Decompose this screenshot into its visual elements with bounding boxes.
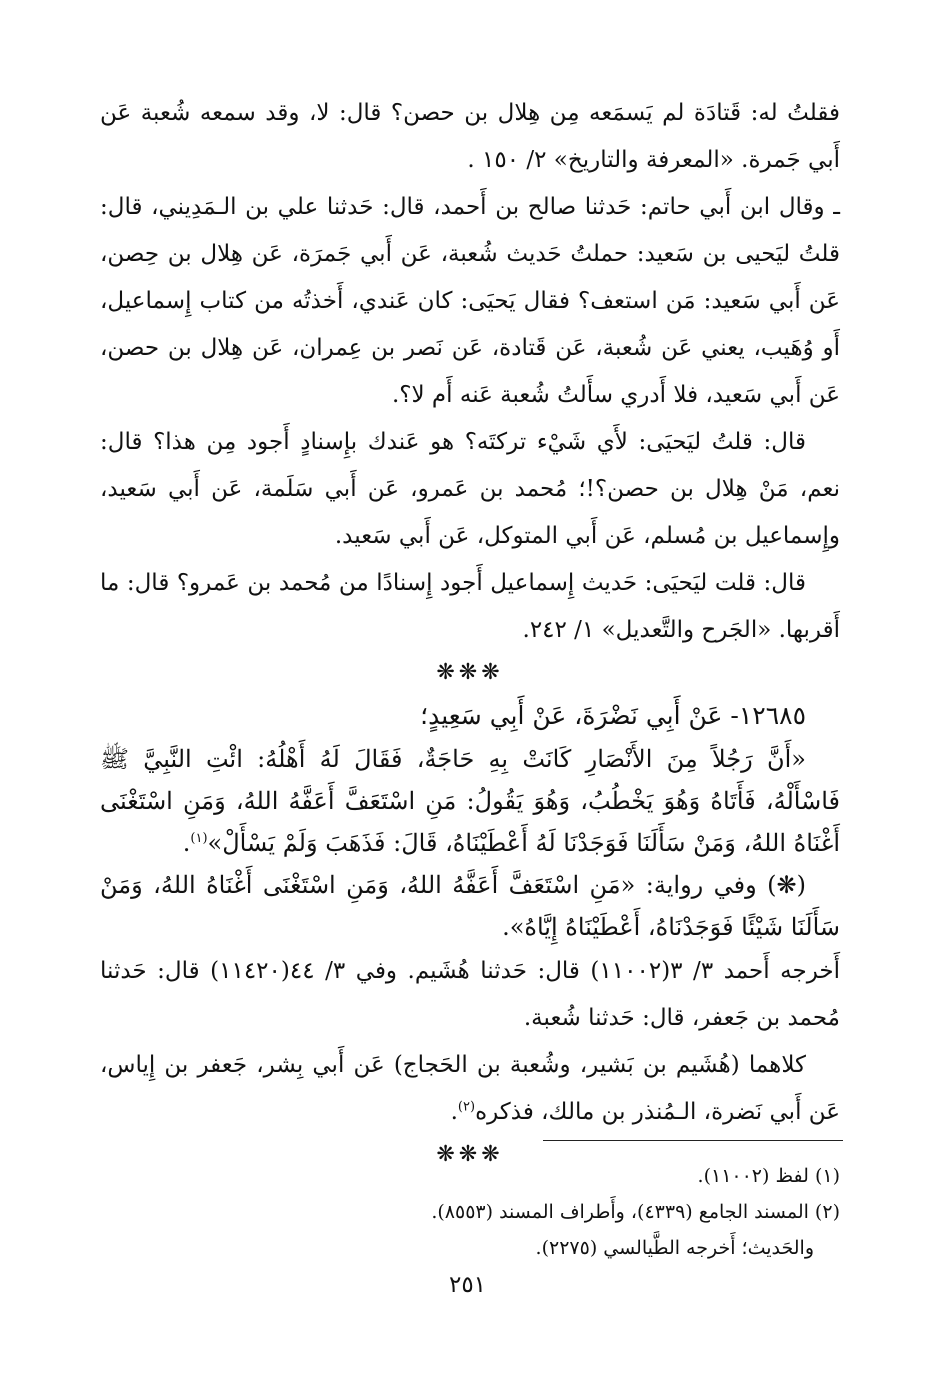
section-separator: ❋❋❋ [436, 660, 504, 685]
paragraph-4: قال: قلت ليَحيَى: حَديث إِسماعيل أَجود إِسنادًا من مُحمد بن عَمرو؟ قال: ما أَقربها. «الجَرح والتَّعديل» ١/ ٢٤٢. [100, 570, 840, 643]
footnote-ref-1: (١) [190, 831, 208, 846]
takhrij-2-text: كلاهما (هُشَيم بن بَشير، وشُعبة بن الحَجاج) عَن أَبي بِشر، جَعفر بن إِياس، عَن أَبي نَضرة، الـمُنذر بن مالك، فذكره [100, 1052, 840, 1125]
page-body [100, 90, 840, 1174]
paragraph-1: فقلتُ له: قَتادَة لم يَسمَعه مِن هِلال بن حصن؟ قال: لا، وقد سمعه شُعبة عَن أَبي جَمرة. «المعرفة والتاريخ» ٢/ ١٥٠ . [100, 100, 840, 173]
hadith-matn: «أَنَّ رَجُلاً مِنَ الأَنْصَارِ كَانَتْ بِهِ حَاجَةٌ، فَقَالَ لَهُ أَهْلُهُ: ائْتِ النَّبِيَّ ﷺ فَاسْأَلْهُ، فَأَتَاهُ وَهُوَ يَخْطُبُ، وَهُوَ يَقُولُ: مَنِ اسْتَعَفَّ أَعَفَّهُ اللهُ، وَمَنِ اسْتَغْنَى أَغْنَاهُ اللهُ، وَمَنْ سَأَلَنَا فَوَجَدْنَا لَهُ أَعْطَيْنَاهُ، قَالَ: فَذَهَبَ وَلَمْ يَسْأَلْ» [100, 745, 840, 857]
footnotes [100, 1158, 840, 1266]
paragraph-3: قال: قلتُ ليَحيَى: لأَي شَيْء تركتَه؟ هو عَندك بإِسنادٍ أَجود مِن هذا؟ قال: نعم، مَنْ هِلال بن حصن؟!؛ مُحمد بن عَمرو، عَن أَبي سَلَمة، عَن أَبي سَعيد، وإِسماعيل بن مُسلم، عَن أَبي المتوكل، عَن أَبي سَعيد. [100, 429, 840, 549]
footnote-ref-2: (٢) [457, 1099, 476, 1115]
paragraph-2: ـ وقال ابن أَبي حاتم: حَدثنا صالح بن أَحمد، قال: حَدثنا علي بن الـمَدِيني، قال: قلتُ ليَحيى بن سَعيد: حملتُ حَديث شُعبة، عَن أَبي جَمرَة، عَن هِلال بن حِصن، عَن أَبي سَعيد: مَن استعف؟ فقال يَحيَى: كان عَندي، أَخذتُه من كتاب إِسماعيل، أَو وُهَيب، يعني عَن شُعبة، عَن قَتادة، عَن نَصر بن عِمران، عَن هِلال بن حصن، عَن أَبي سَعيد، فلا أَدري سأَلتُ شُعبة عَنه أَم لا؟. [100, 194, 840, 408]
footnote-2-continuation: والحَديث؛ أَخرجه الطَّيالسي (٢٢٧٥). [535, 1237, 814, 1259]
hadith-text: «أَنَّ رَجُلاً مِنَ الأَنْصَارِ كَانَتْ بِهِ حَاجَةٌ، فَقَالَ لَهُ أَهْلُهُ: ائْتِ النَّبِيَّ ﷺ فَاسْأَلْهُ، فَأَتَاهُ وَهُوَ يَخْطُبُ، وَهُوَ يَقُولُ: مَنِ اسْتَعَفَّ أَعَفَّهُ اللهُ، وَمَنِ اسْتَغْنَى أَغْنَاهُ اللهُ، وَمَنْ سَأَلَنَا فَوَجَدْنَا لَهُ أَعْطَيْنَاهُ، قَالَ: فَذَهَبَ وَلَمْ يَسْأَلْ»$^{(١)}$. [100, 745, 840, 857]
section-separator-2: ❋❋❋ [436, 1142, 504, 1167]
footnote-2: (٢) المسند الجامع (٤٣٣٩)، وأَطراف المسند (٨٥٥٣). [431, 1201, 840, 1223]
takhrij-2: كلاهما (هُشَيم بن بَشير، وشُعبة بن الحَجاج) عَن أَبي بِشر، جَعفر بن إِياس، عَن أَبي نَضرة، الـمُنذر بن مالك، فذكره$^{(٢)}$. [100, 1052, 840, 1125]
takhrij-1: أَخرجه أَحمد ٣/ ٣(١١٠٠٢) قال: حَدثنا هُشَيم. وفي ٣/ ٤٤(١١٤٢٠) قال: حَدثنا مُحمد بن جَعفر، قال: حَدثنا شُعبة. [100, 958, 841, 1031]
hadith-heading: ١٢٦٨٥- عَنْ أَبِي نَضْرَةَ، عَنْ أَبِي سَعِيدٍ؛ [420, 701, 806, 730]
footnote-1: (١) لفظ (١١٠٠٢). [697, 1165, 840, 1187]
footnote-divider [543, 1140, 843, 1141]
hadith-riwaya: (❋) وفي رواية: «مَنِ اسْتَعَفَّ أَعَفَّهُ اللهُ، وَمَنِ اسْتَغْنَى أَغْنَاهُ اللهُ، وَمَنْ سَأَلَنَا شَيْئًا فَوَجَدْنَاهُ، أَعْطَيْنَاهُ إِيَّاهُ». [100, 871, 840, 941]
page-number: ٢٥١ [448, 1272, 487, 1298]
